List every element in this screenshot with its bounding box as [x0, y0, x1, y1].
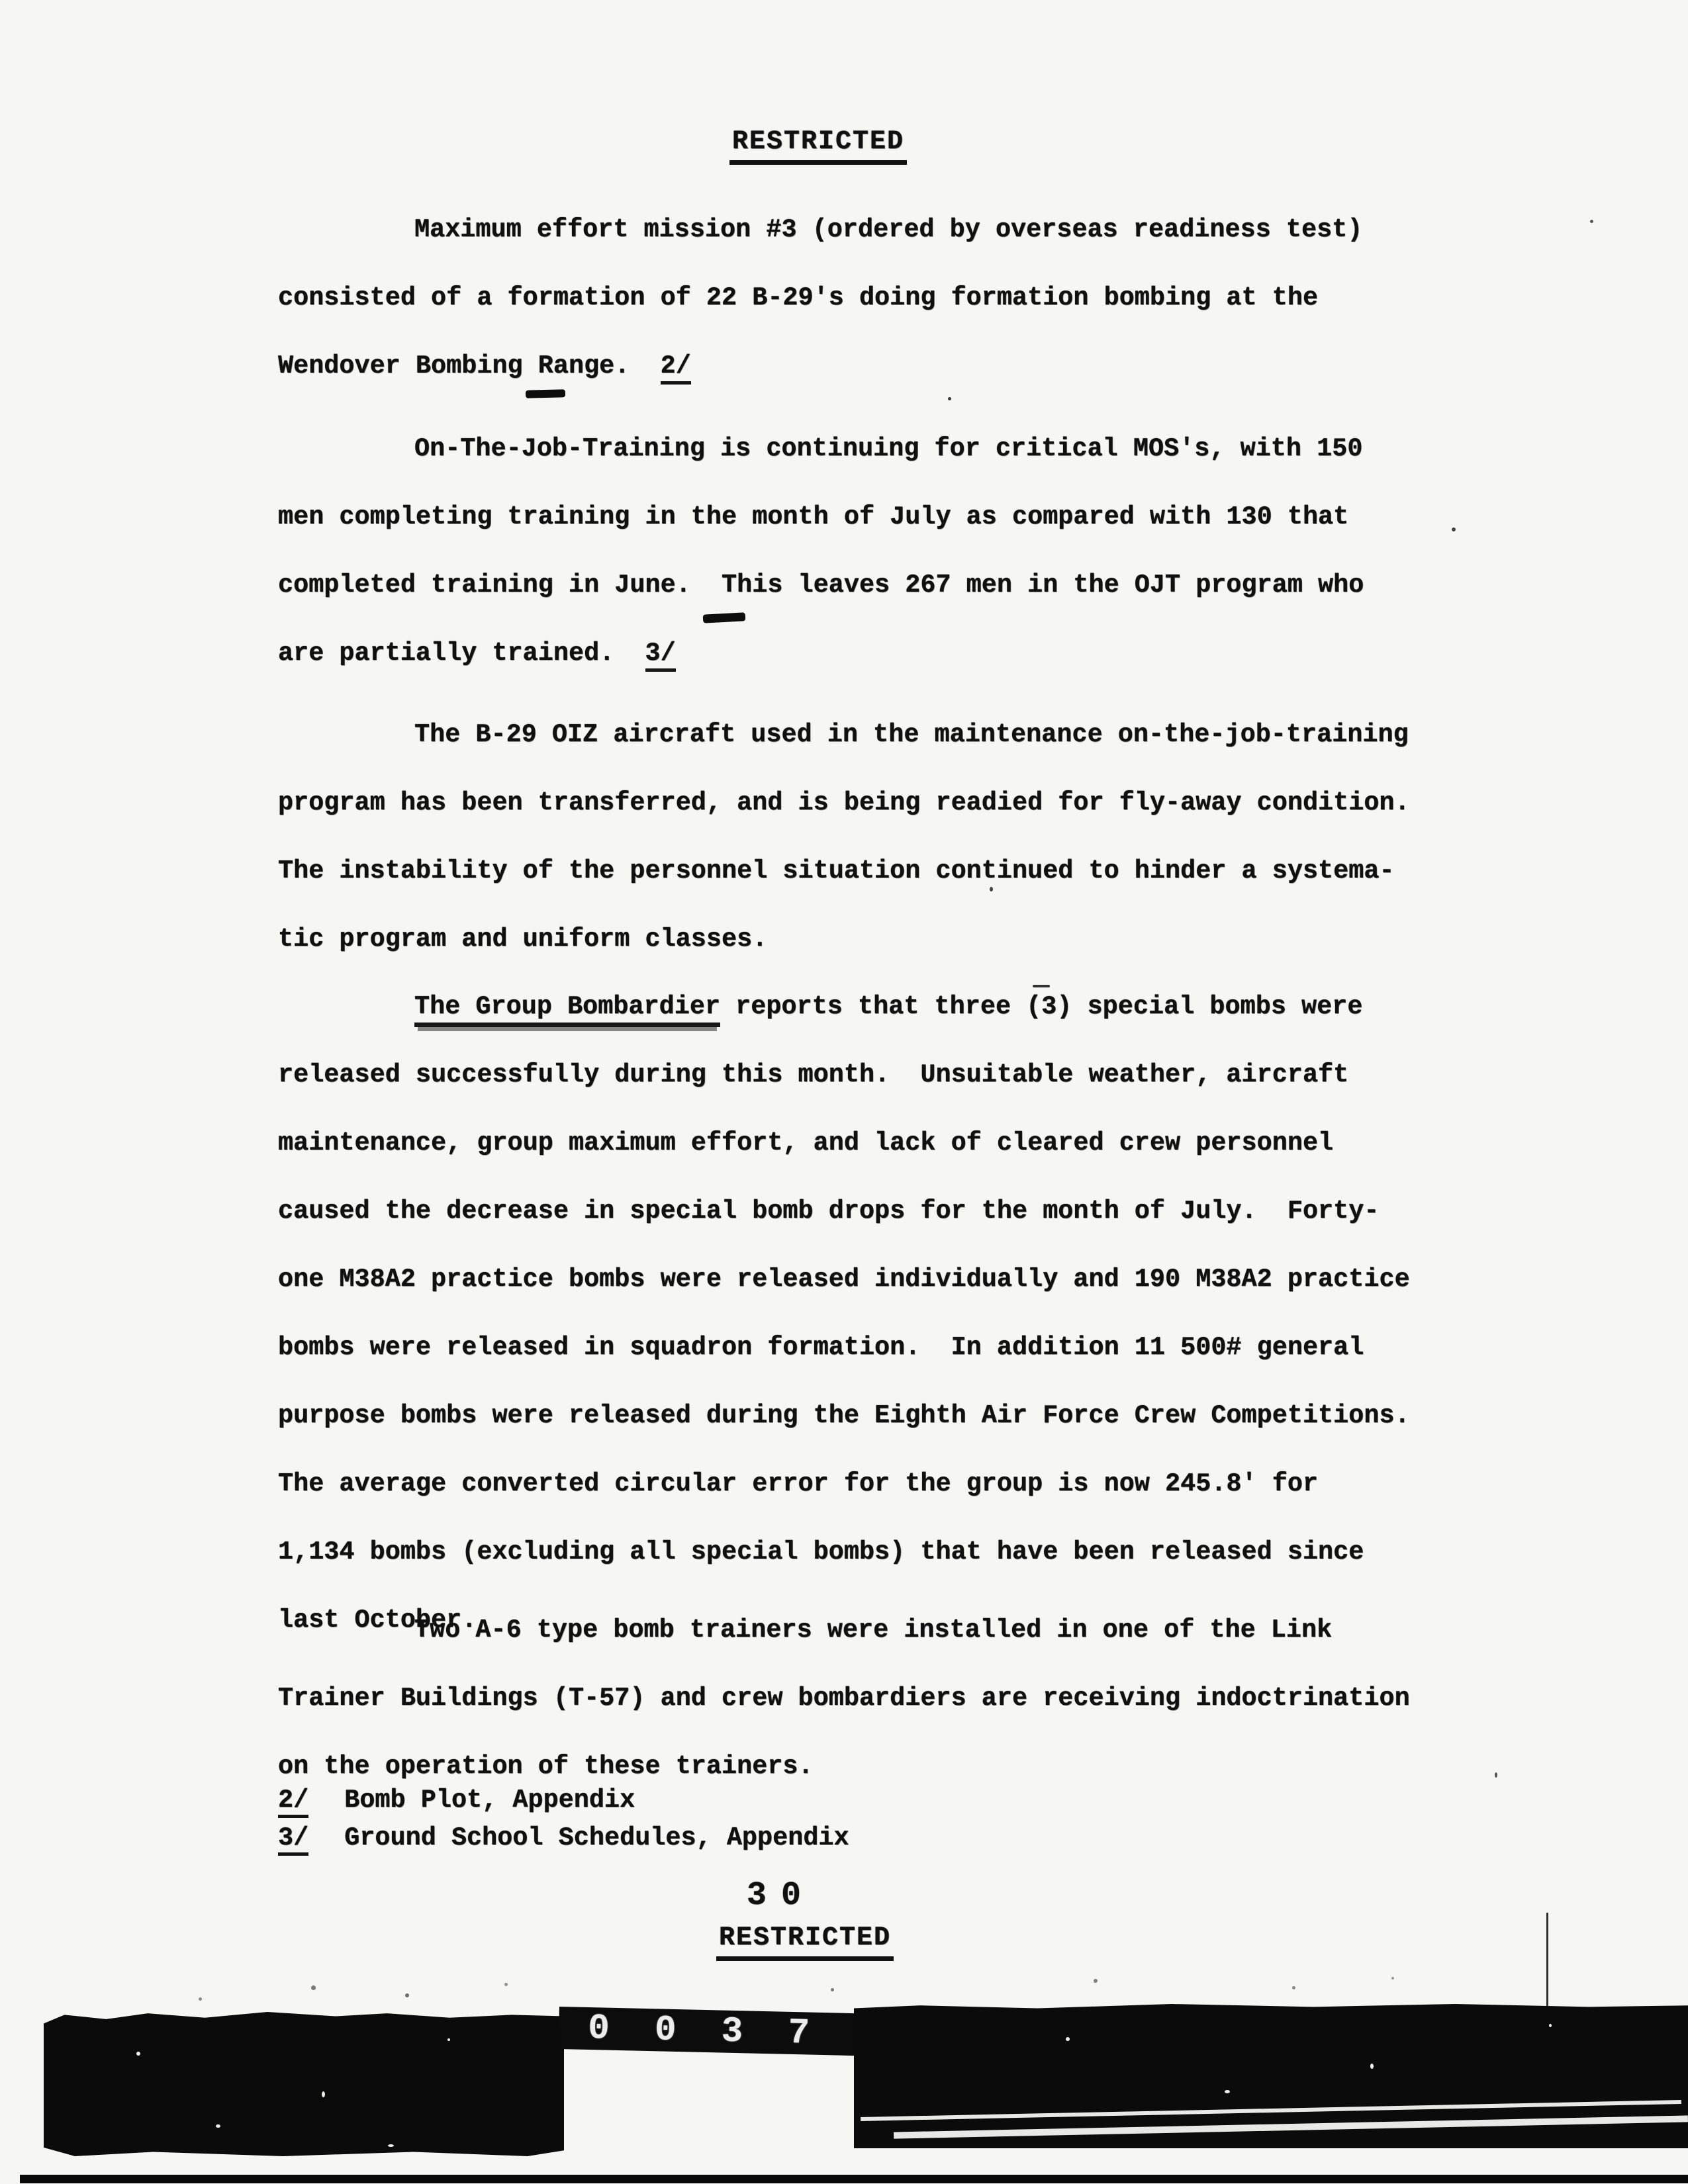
paragraph-ojt [278, 415, 1470, 688]
scan-white-speck [1549, 2024, 1552, 2027]
footnote-text: Bomb Plot, Appendix [344, 1786, 635, 1815]
footnote-marker: 2/ [278, 1786, 308, 1818]
footnote-marker: 3/ [278, 1823, 308, 1856]
scan-dust [1094, 1979, 1098, 1983]
body-line [278, 973, 1470, 1041]
body-line: on the operation of these trainers. [278, 1752, 814, 1781]
scan-artifact-stamp-strip [559, 2007, 857, 2056]
scan-dust [831, 1988, 834, 1991]
scan-artifact-left-block [44, 2012, 564, 2156]
body-line: released successfully during this month. Unsuitable weather, aircraft [278, 1060, 1349, 1089]
scan-white-speck [322, 2091, 325, 2097]
body-line: tic program and uniform classes. [278, 925, 768, 954]
body-text: are partially trained. [278, 639, 645, 668]
body-text: Wendover Bombing Range. [278, 351, 661, 381]
scan-white-speck [136, 2052, 140, 2056]
body-line: Two A-6 type bomb trainers were installed in one of the Link [414, 1615, 1333, 1645]
classification-footer-text: RESTRICTED [716, 1923, 894, 1961]
paragraph-b29-aircraft [278, 701, 1470, 974]
body-line: last October. [278, 1606, 477, 1635]
body-line: one M38A2 practice bombs were released individually and 190 M38A2 practice [278, 1265, 1410, 1294]
scan-dust [504, 1983, 508, 1986]
body-line: program has been transferred, and is being readied for fly-away condition. [278, 788, 1410, 817]
footnote-reference-2: 2/ [661, 351, 691, 385]
body-line [278, 332, 1470, 400]
scan-dust [199, 1997, 202, 2001]
body-line: completed training in June. This leaves 267 men in the OJT program who [278, 570, 1364, 600]
scan-artifact-bottom-line [20, 2175, 1688, 2183]
classification-footer [716, 1923, 894, 1961]
body-line: Maximum effort mission #3 (ordered by overseas readiness test) [414, 215, 1363, 244]
body-line: caused the decrease in special bomb drops for the month of July. Forty- [278, 1197, 1380, 1226]
body-line: Trainer Buildings (T-57) and crew bombardiers are receiving indoctrination [278, 1684, 1410, 1713]
body-line: consisted of a formation of 22 B-29's doing formation bombing at the [278, 283, 1319, 312]
body-line: purpose bombs were released during the Eighth Air Force Crew Competitions. [278, 1401, 1410, 1430]
classification-header [729, 127, 907, 165]
body-text: reports that three (3) special bombs were [720, 992, 1363, 1021]
scan-white-speck [1066, 2037, 1070, 2041]
body-line [278, 619, 1470, 688]
underlined-phrase: The Group Bombardier [414, 992, 720, 1027]
scan-white-speck [216, 2124, 220, 2128]
scan-dust [1292, 1986, 1295, 1989]
scan-white-speck [447, 2038, 450, 2041]
ink-speck [1452, 527, 1456, 531]
scan-white-speck [1225, 2090, 1230, 2093]
ink-speck [990, 887, 993, 891]
body-line: On-The-Job-Training is continuing for critical MOS's, with 150 [414, 434, 1363, 463]
paragraph-group-bombardier [278, 973, 1470, 1655]
scan-scratch-line [894, 2115, 1688, 2138]
body-line: The instability of the personnel situation continued to hinder a systema- [278, 856, 1395, 886]
ink-speck [1590, 220, 1593, 223]
footnote-text: Ground School Schedules, Appendix [344, 1823, 849, 1852]
scan-dust [1391, 1977, 1394, 1979]
body-line: bombs were released in squadron formation. In addition 11 500# general [278, 1333, 1364, 1362]
body-line: The B-29 OIZ aircraft used in the maintenance on-the-job-training [414, 720, 1409, 749]
classification-header-text: RESTRICTED [729, 127, 907, 165]
ink-speck [948, 397, 951, 400]
page-number: 30 [747, 1877, 816, 1915]
scan-dust [311, 1985, 316, 1990]
paragraph-mission [278, 196, 1470, 400]
footnote [278, 1782, 1470, 1819]
scan-artifact-vertical-line [1546, 1913, 1548, 2007]
body-line: maintenance, group maximum effort, and lack of cleared crew personnel [278, 1128, 1334, 1158]
scan-dust [405, 1993, 409, 1997]
body-line: The average converted circular error for the group is now 245.8' for [278, 1469, 1319, 1498]
paragraph-bomb-trainers [278, 1596, 1470, 1801]
footnote-reference-3: 3/ [645, 639, 676, 672]
ink-dash-artifact [526, 389, 565, 398]
scan-white-speck [388, 2144, 394, 2147]
scan-artifact-right-block [854, 2004, 1688, 2148]
body-line: 1,134 bombs (excluding all special bombs) that have been released since [278, 1537, 1364, 1567]
scan-white-speck [1370, 2064, 1374, 2069]
body-line: men completing training in the month of July as compared with 130 that [278, 502, 1349, 531]
ink-speck [1495, 1772, 1497, 1778]
footnote [278, 1819, 1470, 1857]
stamp-digits: 0 0 3 7 [587, 2008, 822, 2054]
footnotes [278, 1782, 1470, 1857]
ink-speck [1033, 985, 1050, 987]
